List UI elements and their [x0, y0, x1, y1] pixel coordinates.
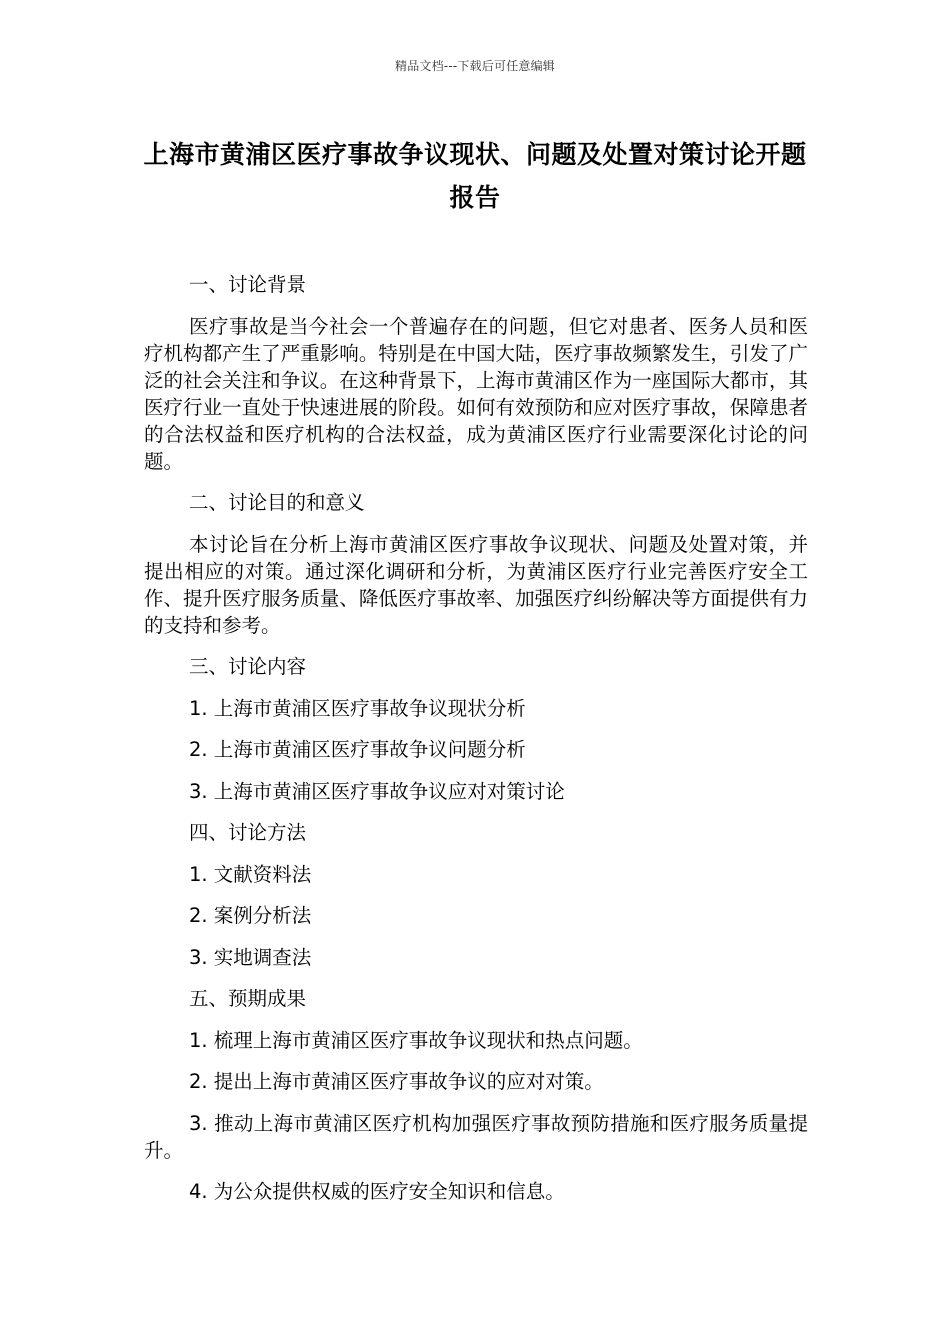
list-item: 1. 上海市黄浦区医疗事故争议现状分析 — [189, 696, 526, 720]
list-item: 2. 上海市黄浦区医疗事故争议问题分析 — [189, 738, 526, 761]
section-heading-methods: 四、讨论方法 — [189, 821, 307, 844]
list-item: 4. 为公众提供权威的医疗安全知识和信息。 — [189, 1180, 565, 1203]
list-item: 2. 提出上海市黄浦区医疗事故争议的应对对策。 — [189, 1070, 604, 1093]
section-heading-content: 三、讨论内容 — [189, 655, 307, 678]
document-title: 上海市黄浦区医疗事故争议现状、问题及处置对策讨论开题报告 — [143, 140, 807, 212]
list-item: 3. 实地调查法 — [189, 945, 312, 969]
section-heading-outcomes: 五、预期成果 — [189, 987, 307, 1010]
paragraph-background: 医疗事故是当今社会一个普遍存在的问题，但它对患者、医务人员和医疗机构都产生了严重影响。特别是在中国大陆，医疗事故频繁发生，引发了广泛的社会关注和争议。在这种背景下，上海市黄浦区作为一座国际大都市，其医疗行业一直处于快速进展的阶段。如何有效预防和应对医疗事故，保障患者的合法权益和医疗机构的合法权益，成为黄浦区医疗行业需要深化讨论的问题。 — [144, 314, 808, 473]
section-heading-purpose: 二、讨论目的和意义 — [189, 491, 365, 514]
header-note: 精品文档---下载后可任意编辑 — [395, 59, 555, 73]
document-body — [144, 271, 808, 1220]
list-item: 3. 上海市黄浦区医疗事故争议应对对策讨论 — [189, 779, 565, 803]
list-item: 3. 推动上海市黄浦区医疗机构加强医疗事故预防措施和医疗服务质量提升。 — [144, 1111, 808, 1162]
list-item: 2. 案例分析法 — [189, 904, 312, 927]
paragraph-purpose: 本讨论旨在分析上海市黄浦区医疗事故争议现状、问题及处置对策，并提出相应的对策。通过深化调研和分析，为黄浦区医疗行业完善医疗安全工作、提升医疗服务质量、降低医疗事故率、加强医疗纠纷解决等方面提供有力的支持和参考。 — [144, 532, 808, 637]
list-item: 1. 梳理上海市黄浦区医疗事故争议现状和热点问题。 — [189, 1028, 643, 1052]
section-heading-background: 一、讨论背景 — [189, 273, 307, 296]
list-item: 1. 文献资料法 — [189, 862, 312, 886]
